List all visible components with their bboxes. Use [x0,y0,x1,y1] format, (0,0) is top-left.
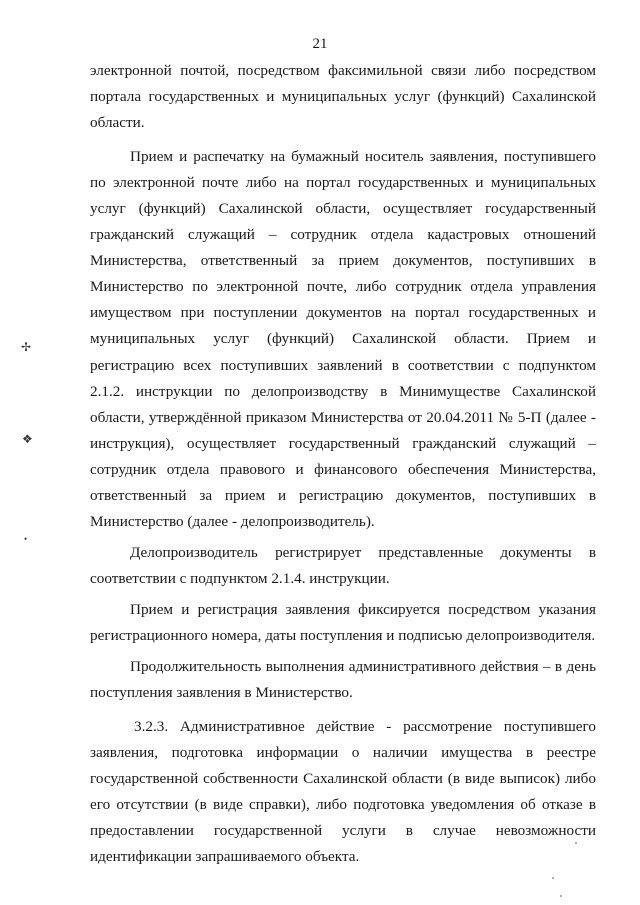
paragraph-continuation: электронной почтой, посредством факсимильной связи либо посредством портала государственных и муниципальных услуг (функций) Сахалинской области. [90,62,596,132]
document-body [90,58,596,870]
page-number: 21 [312,36,328,52]
paragraph-receipt-processing: Прием и распечатку на бумажный носитель заявления, поступившего по электронной почте либо на портал государственных и муниципальных услуг (функций) Сахалинской области, осуществляет государственный гражданский служащий – сотрудник отдела кадастровых отношений Министерства, ответственный за прием документов, поступивших в Министерство по электронной почте, либо сотрудник отдела управления имуществом при поступлении документов на портал государственных и муниципальных услуг (функций) Сахалинской области. Прием и регистрацию всех поступивших заявлений в соответствии с подпунктом 2.1.2. инструкции по делопроизводству в Минимуществе Сахалинской области, утверждённой приказом Министерства от 20.04.2011 № 5-П (далее - инструкция), осуществляет государственный гражданский служащий – сотрудник отдела правового и финансового обеспечения Министерства, ответственный за прием и регистрацию документов, поступивших в Министерство (далее - делопроизводитель). [90,148,596,530]
paragraph-clerk-registers: Делопроизводитель регистрирует представленные документы в соответствии с подпунктом 2.1.4. инструкции. [90,543,596,587]
paragraph-duration: Продолжительность выполнения административного действия – в день поступления заявления в Министерство. [90,658,596,702]
margin-mark: ✢ [21,340,32,354]
scan-speck [560,895,562,897]
margin-mark: • [24,534,28,544]
margin-mark: ❖ [22,432,33,446]
scan-speck [575,842,577,844]
paragraph-registration-record: Прием и регистрация заявления фиксируется посредством указания регистрационного номера, даты поступления и подписью делопроизводителя. [90,600,596,644]
paragraph-section-3-2-3: 3.2.3. Административное действие - рассмотрение поступившего заявления, подготовка информации о наличии имущества в реестре государственной собственности Сахалинской области (в виде выписок) либо его отсутствии (в виде справки), либо подготовка уведомления об отказе в предоставлении государственной услуги в случае невозможности идентификации запрашиваемого объекта. [90,718,596,866]
scan-speck [552,877,554,879]
